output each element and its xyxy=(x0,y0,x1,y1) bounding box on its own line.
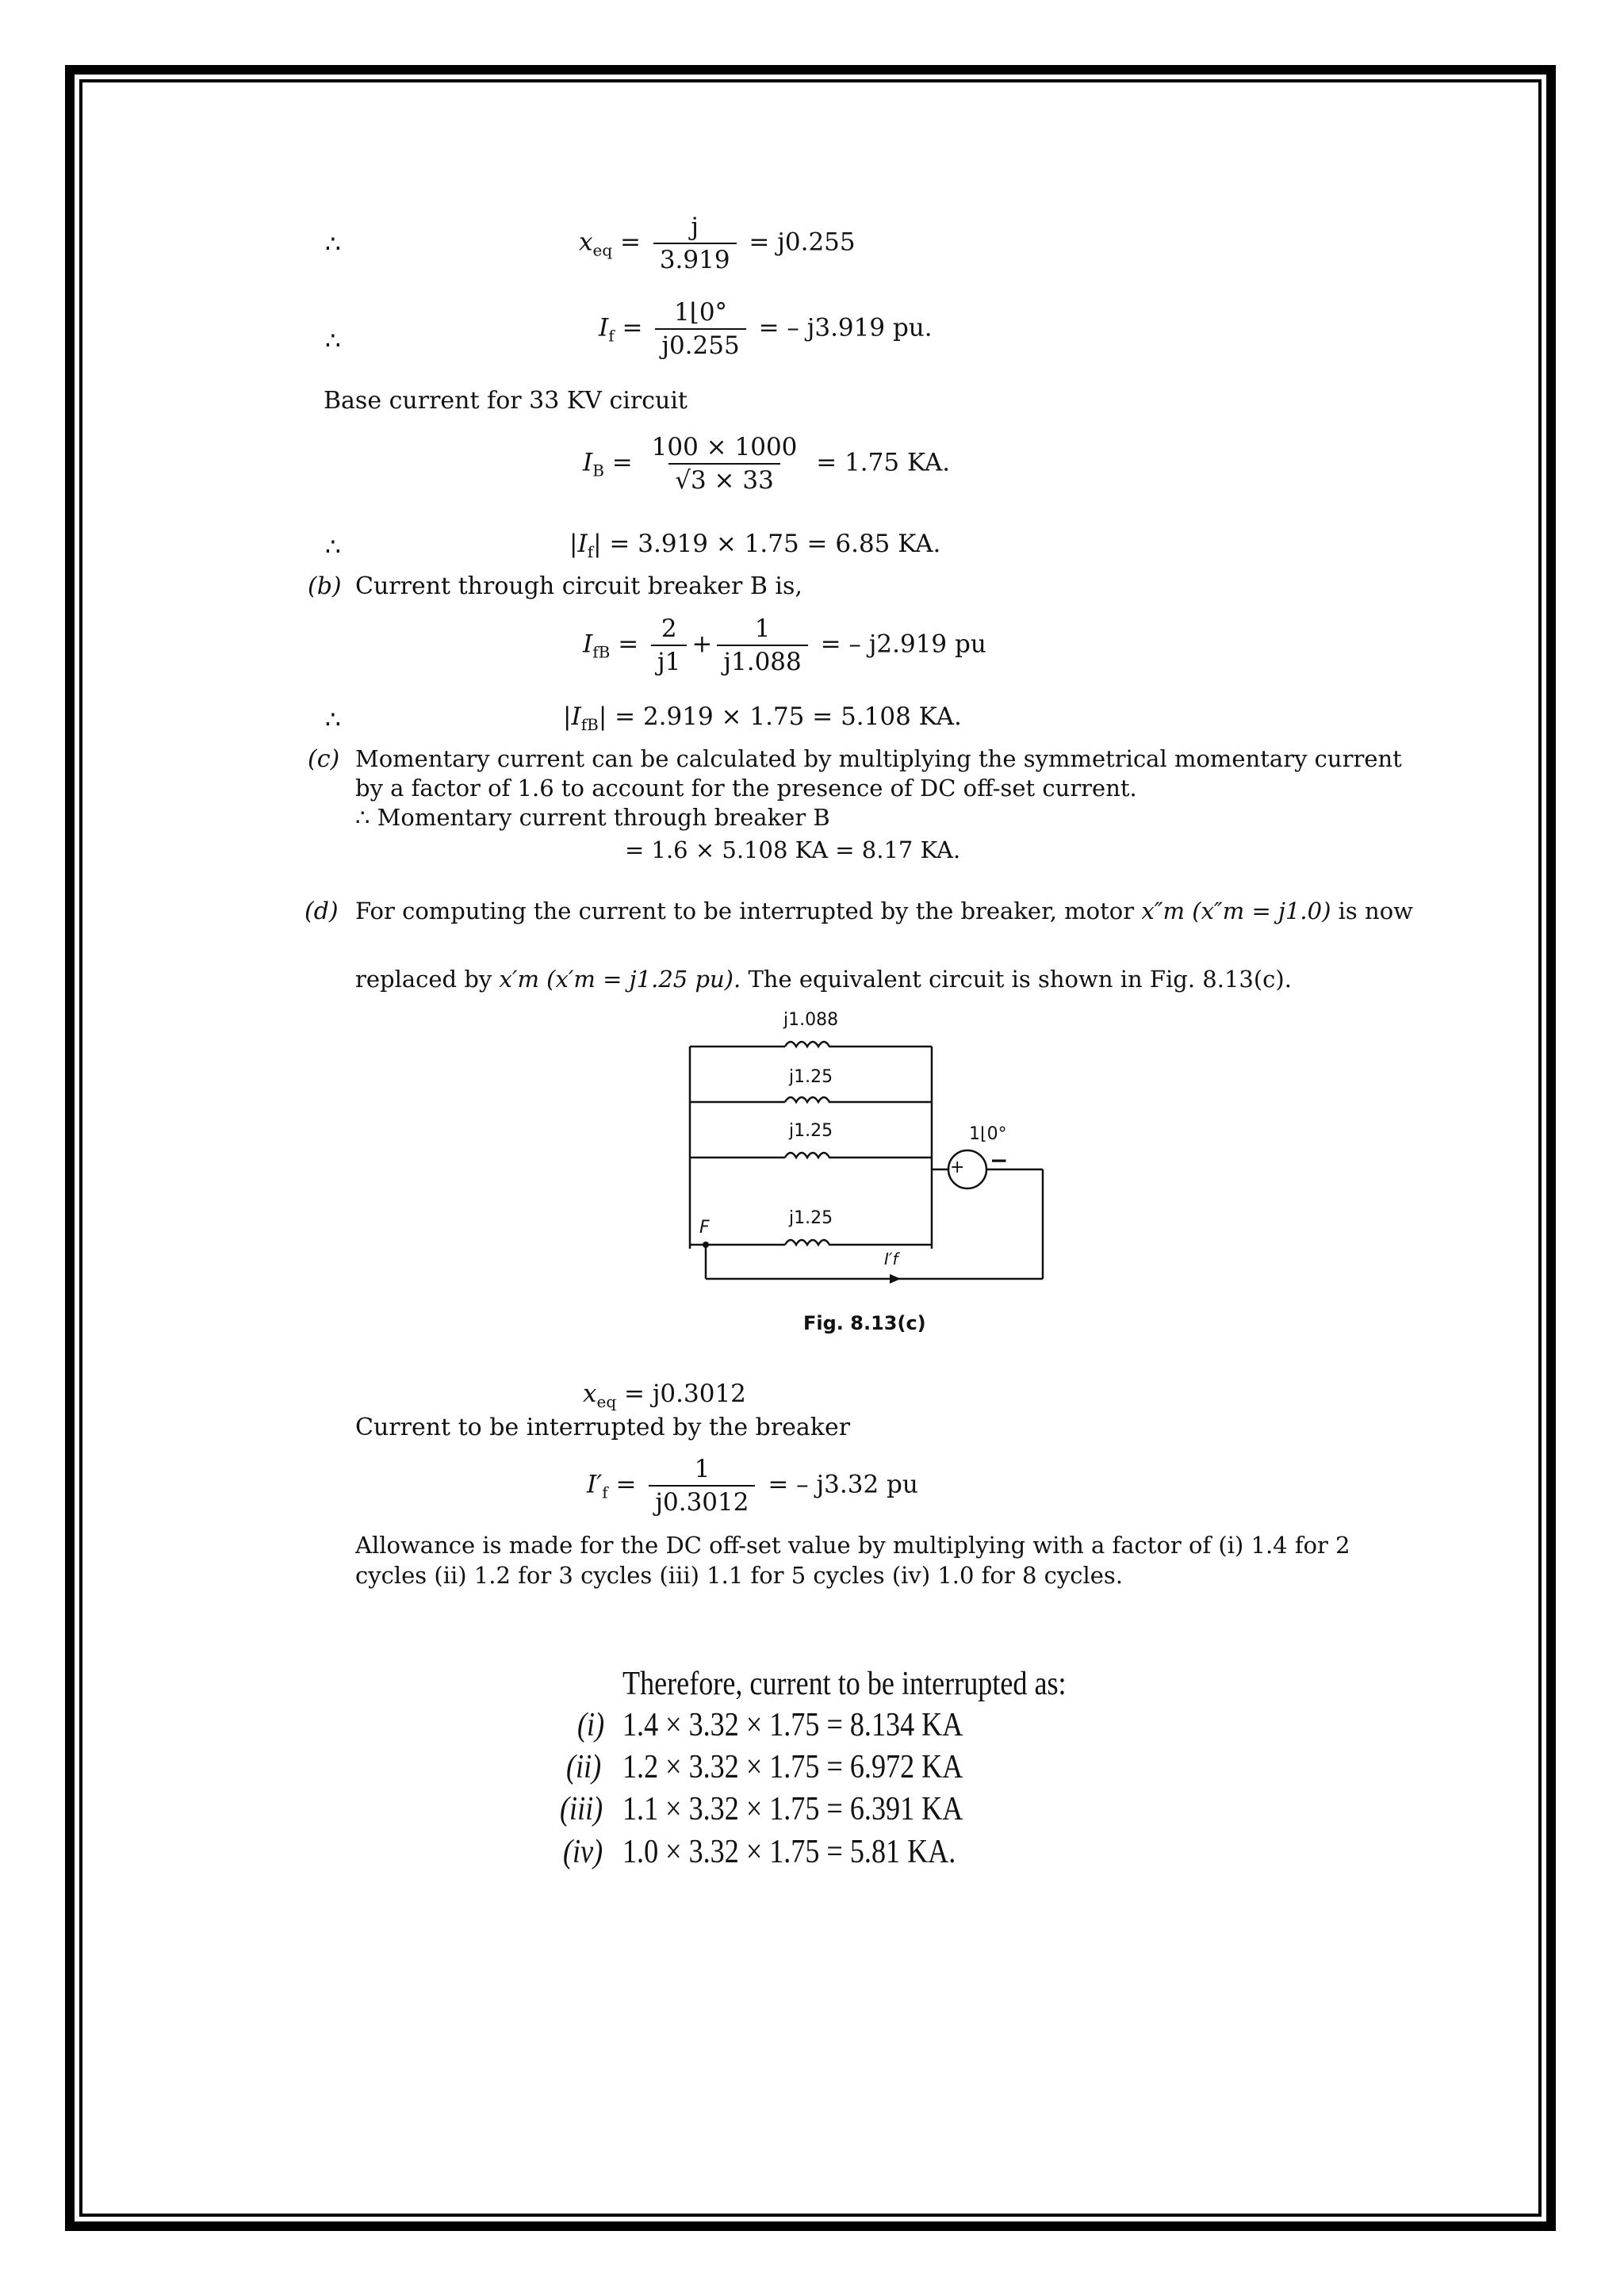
therefore-symbol: ∴ xyxy=(325,533,341,561)
equation-xeq-1: $x_{eq}$ = $\frac{j}{3.919}$ = j0.255 xyxy=(579,212,856,274)
equation-if-magnitude: $|I_f| = 3.919 \times 1.75 = 6.85$ KA. xyxy=(569,530,941,562)
label-j125: j1.25 xyxy=(789,1067,833,1087)
fraction: $\frac{100 \times 1000}{√3 \times 33}$ xyxy=(651,433,798,495)
results-heading: Therefore, current to be interrupted as: xyxy=(622,1666,1067,1702)
part-d-label: (d) xyxy=(304,897,339,925)
result-label-iv: (iv) xyxy=(563,1834,603,1870)
allowance-line1: Allowance is made for the DC off-set value by multiplying with a factor of (i) 1.4 for 2 xyxy=(355,1532,1350,1559)
fault-node-dot xyxy=(703,1242,709,1248)
part-c-line3: ∴ Momentary current through breaker B xyxy=(355,804,830,831)
equation-ib: $I_B$ = $\frac{100 \times 1000}{√3 \times 33}$ = 1.75 KA. xyxy=(583,433,951,495)
equation-xeq-2: $x_{eq} = j0.3012$ xyxy=(583,1380,746,1412)
part-c-line2: by a factor of 1.6 to account for the presence of DC off-set current. xyxy=(355,775,1137,802)
therefore-symbol: ∴ xyxy=(325,230,341,258)
therefore-symbol: ∴ xyxy=(325,327,341,355)
fraction: $\frac{1}{j0.3012}$ xyxy=(649,1455,755,1517)
part-d-line2: replaced by x′m (x′m = j1.25 pu). The equivalent circuit is shown in Fig. 8.13(c). xyxy=(355,966,1292,993)
inductor-symbol xyxy=(785,1153,833,1158)
circuit-diagram xyxy=(666,1003,1063,1304)
result-label-i: (i) xyxy=(577,1707,605,1743)
inductor-symbol xyxy=(785,1097,833,1102)
plus-sign: + xyxy=(950,1158,965,1177)
equation-ifb: $I_{fB}$ = $\frac{2}{j1}$ + $\frac{1}{j1.088}$ = – j2.919 pu xyxy=(583,614,986,676)
result-value-iv: 1.0 × 3.32 × 1.75 = 5.81 KA. xyxy=(622,1834,956,1870)
fraction: $\frac{j}{3.919}$ xyxy=(653,212,737,274)
label-j125: j1.25 xyxy=(789,1208,833,1228)
result-value-i: 1.4 × 3.32 × 1.75 = 8.134 KA xyxy=(622,1707,963,1743)
equation-if: $I_f$ = $\frac{1⌊0^\circ}{j0.255}$ = – j3.919 pu. xyxy=(599,298,933,360)
part-c-line4: = 1.6 × 5.108 KA = 8.17 KA. xyxy=(625,836,961,863)
inductor-symbol xyxy=(785,1240,833,1245)
fraction: $\frac{2}{j1}$ xyxy=(651,614,687,676)
inductor-symbol xyxy=(785,1042,833,1047)
fault-current-label: I′f xyxy=(884,1249,898,1269)
figure-caption: Fig. 8.13(c) xyxy=(803,1312,926,1334)
allowance-line2: cycles (ii) 1.2 for 3 cycles (iii) 1.1 for 5 cycles (iv) 1.0 for 8 cycles. xyxy=(355,1562,1124,1589)
interrupt-text: Current to be interrupted by the breaker xyxy=(355,1414,851,1441)
fraction: $\frac{1}{j1.088}$ xyxy=(717,614,807,676)
current-arrow xyxy=(890,1274,901,1284)
result-value-ii: 1.2 × 3.32 × 1.75 = 6.972 KA xyxy=(622,1749,963,1785)
equation-ifb-magnitude: $|I_{fB}| = 2.919 \times 1.75 = 5.108$ KA. xyxy=(563,702,962,735)
part-b-text: Current through circuit breaker B is, xyxy=(355,572,802,600)
result-label-iii: (iii) xyxy=(560,1791,603,1827)
base-current-text: Base current for 33 KV circuit xyxy=(324,387,688,415)
therefore-symbol: ∴ xyxy=(325,706,341,734)
label-j1088: j1.088 xyxy=(783,1010,839,1030)
fault-node-label: F xyxy=(699,1218,710,1238)
part-c-label: (c) xyxy=(308,745,340,773)
source-value-label: 1⌊0° xyxy=(969,1124,1007,1144)
part-b-label: (b) xyxy=(308,572,342,600)
part-c-line1: Momentary current can be calculated by multiplying the symmetrical momentary current xyxy=(355,745,1402,772)
label-j125: j1.25 xyxy=(789,1121,833,1141)
result-value-iii: 1.1 × 3.32 × 1.75 = 6.391 KA xyxy=(622,1791,963,1827)
equation-if-prime: $I'_f$ = $\frac{1}{j0.3012}$ = – j3.32 pu xyxy=(587,1455,918,1517)
minus-sign: − xyxy=(990,1147,1009,1173)
part-d-line1: For computing the current to be interrupted by the breaker, motor x″m (x″m = j1.0) is now xyxy=(355,897,1413,924)
result-label-ii: (ii) xyxy=(566,1749,602,1785)
fraction: $\frac{1⌊0^\circ}{j0.255}$ xyxy=(655,298,745,360)
